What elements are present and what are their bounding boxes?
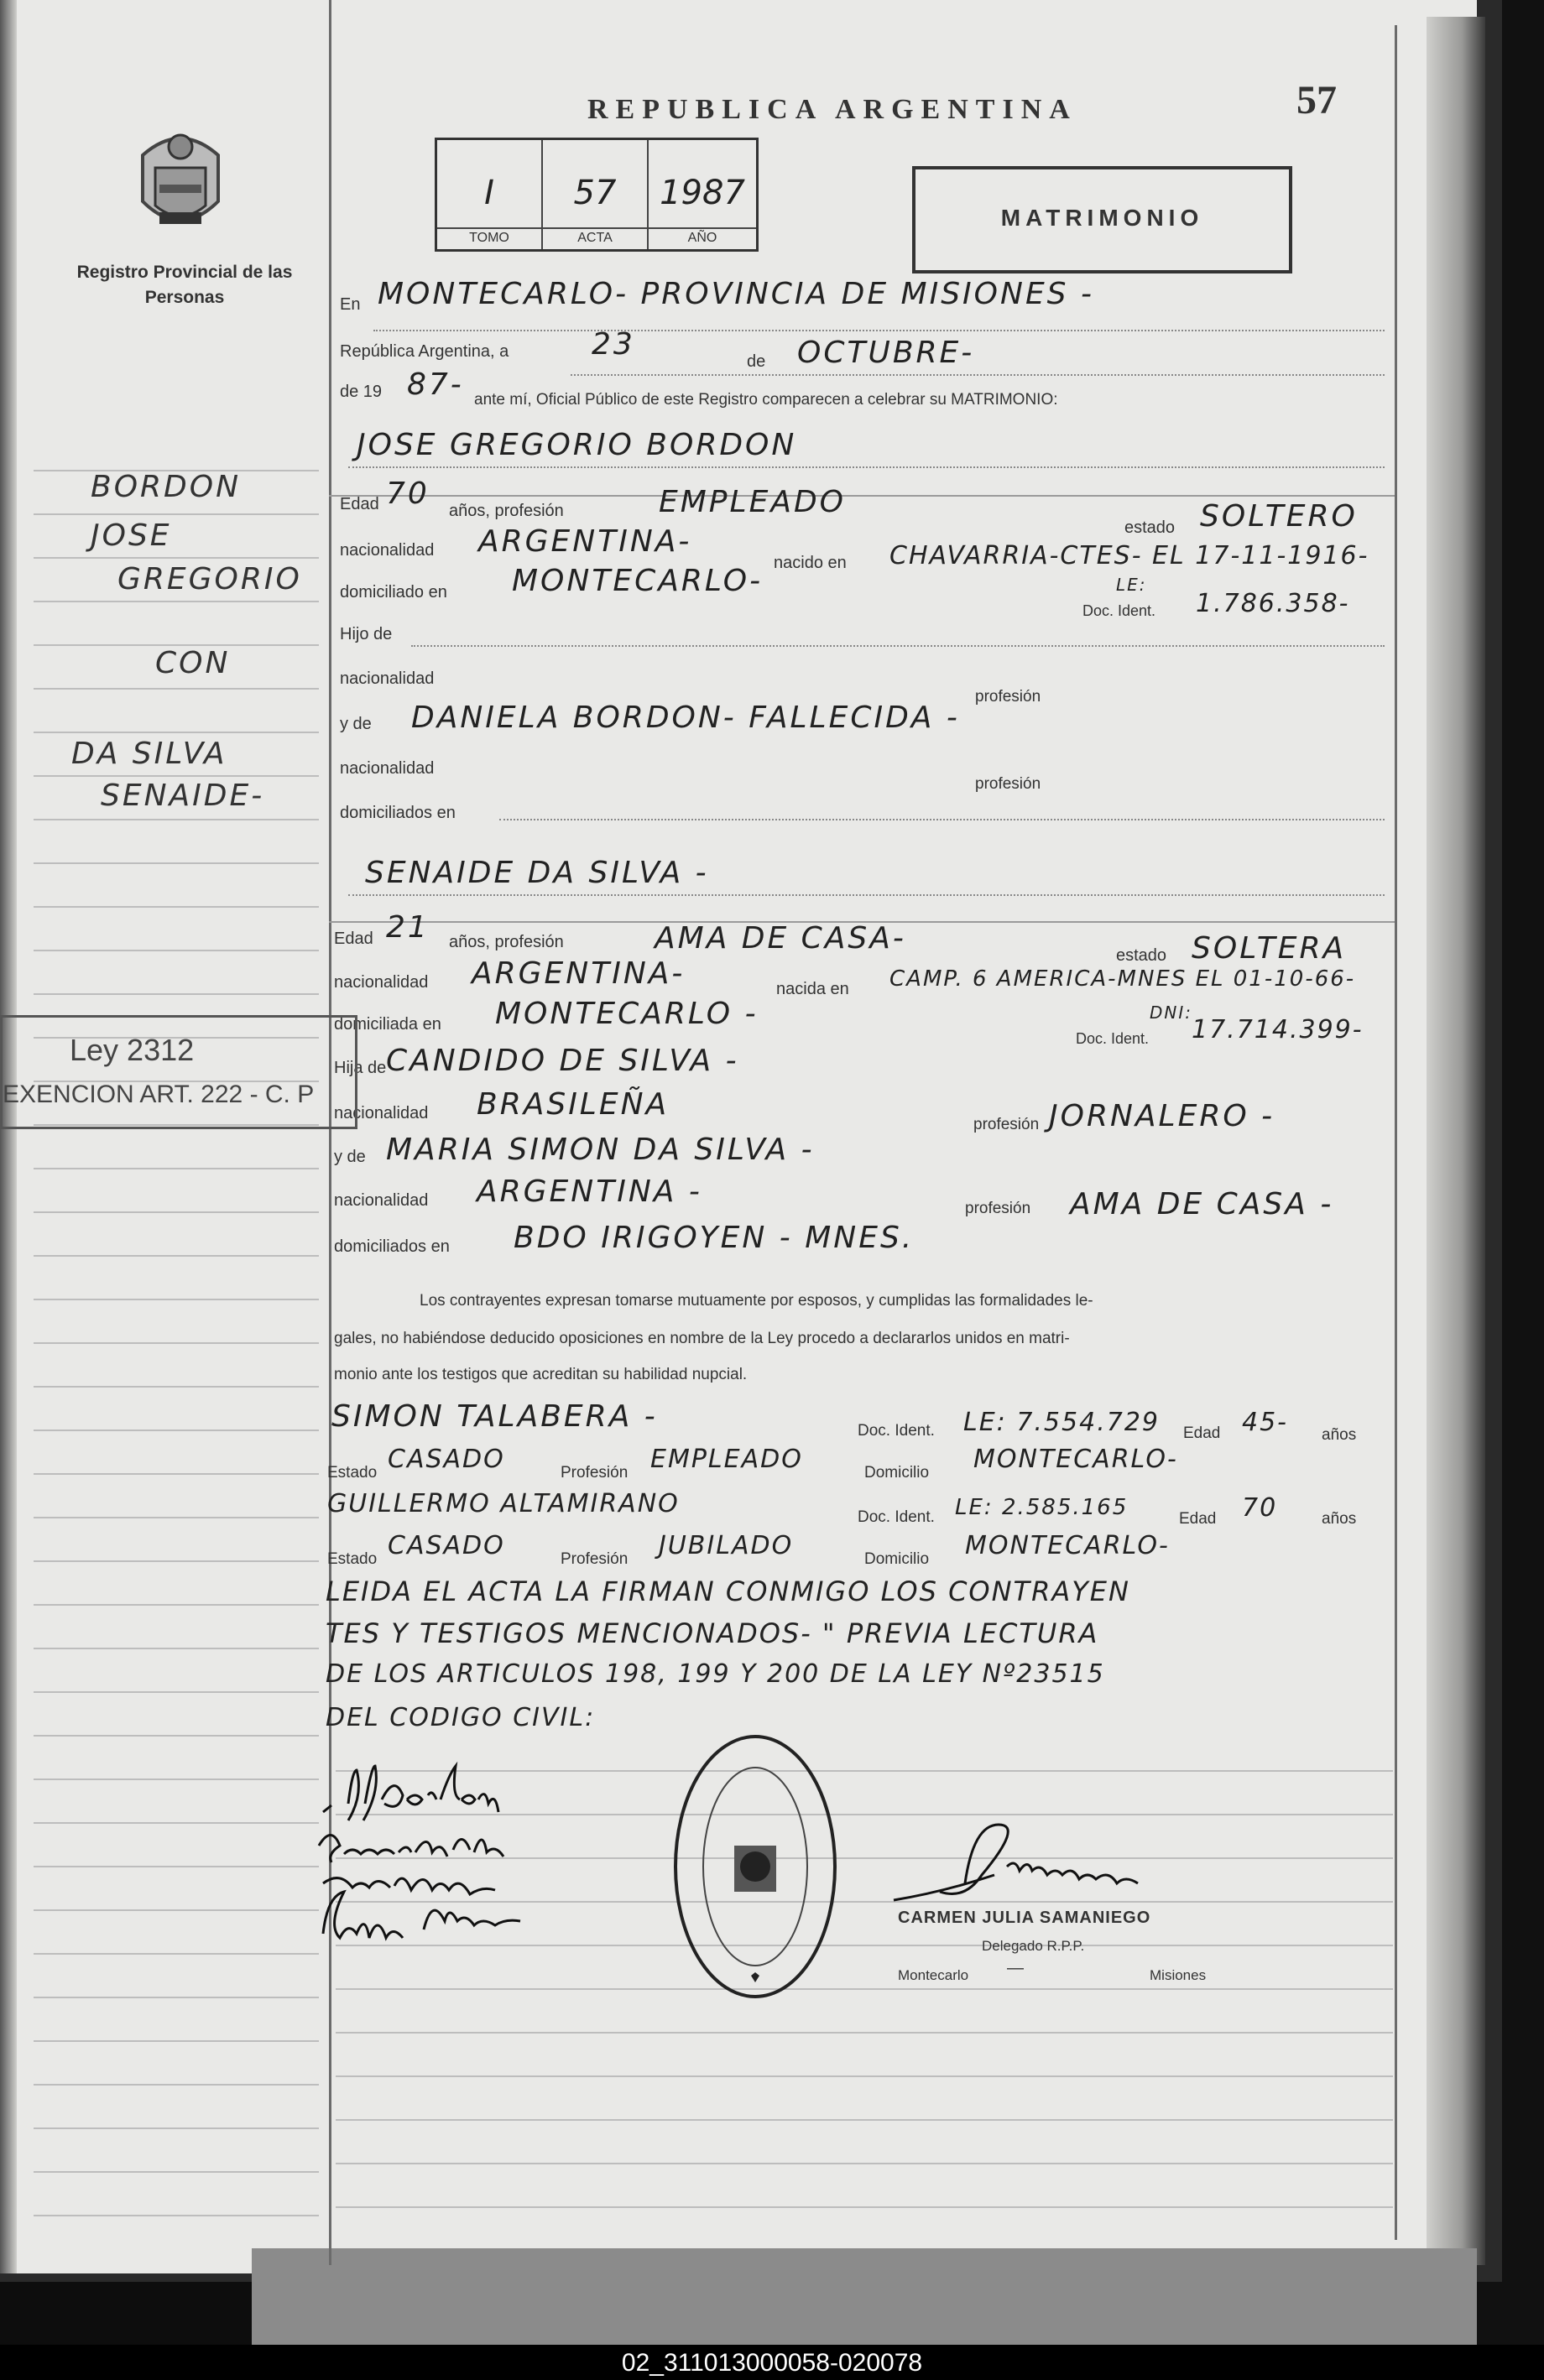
bride-edad: 21 bbox=[386, 910, 430, 945]
groom-nacido: CHAVARRIA-CTES- EL 17-11-1916- bbox=[889, 541, 1369, 570]
closing-line-2: TES Y TESTIGOS MENCIONADOS- " PREVIA LECTURA bbox=[326, 1617, 1099, 1649]
groom-nacionalidad2-label: nacionalidad bbox=[340, 669, 435, 688]
ano-value: 1987 bbox=[660, 174, 745, 212]
witness-1-profesion: EMPLEADO bbox=[650, 1445, 803, 1474]
groom-name: JOSE GREGORIO BORDON bbox=[357, 428, 797, 462]
margin-line-2: JOSE bbox=[91, 518, 172, 553]
ruled-line bbox=[336, 2206, 1393, 2208]
ruled-line bbox=[34, 2127, 319, 2129]
dotted-line bbox=[571, 373, 1385, 376]
bride-domicilio: MONTECARLO - bbox=[495, 997, 759, 1031]
witness-1-domicilio: MONTECARLO- bbox=[973, 1445, 1178, 1474]
ruled-line bbox=[336, 2032, 1393, 2034]
witness-2-name: GUILLERMO ALTAMIRANO bbox=[327, 1489, 680, 1518]
ruled-line bbox=[34, 1342, 319, 1344]
declaration-line-3: monio ante los testigos que acreditan su habilidad nupcial. bbox=[334, 1366, 748, 1383]
de19-label: de 19 bbox=[340, 383, 383, 401]
witness-2-domicilio-label: Domicilio bbox=[864, 1550, 930, 1568]
dotted-line bbox=[499, 818, 1385, 820]
witness-2-domicilio: MONTECARLO- bbox=[965, 1531, 1170, 1560]
groom-hijo-label: Hijo de bbox=[340, 625, 393, 643]
ruled-line bbox=[336, 2163, 1393, 2164]
acta-label: ACTA bbox=[543, 227, 647, 246]
bride-hija-label: Hija de bbox=[334, 1059, 387, 1077]
witness-2-profesion: JUBILADO bbox=[659, 1531, 794, 1560]
ruled-line bbox=[34, 1517, 319, 1518]
bride-profesion2-label: profesión bbox=[965, 1200, 1031, 1217]
ruled-line bbox=[34, 1211, 319, 1213]
groom-nacionalidad3-label: nacionalidad bbox=[340, 759, 435, 778]
ruled-line bbox=[34, 1386, 319, 1388]
witness-2-estado-label: Estado bbox=[327, 1550, 378, 1568]
book-binding bbox=[1427, 17, 1485, 2265]
dotted-line bbox=[348, 893, 1385, 896]
ruled-line bbox=[34, 862, 319, 864]
signatures-block bbox=[315, 1753, 634, 1980]
bride-edad-label: Edad bbox=[334, 930, 373, 948]
ante-text: ante mí, Oficial Público de este Registro comparecen a celebrar su MATRIMONIO: bbox=[474, 391, 1058, 409]
witness-1-edad-label: Edad bbox=[1183, 1424, 1221, 1442]
ruled-line bbox=[34, 950, 319, 951]
day-value: 23 bbox=[592, 327, 635, 362]
ruled-line bbox=[34, 1997, 319, 1998]
ruled-line bbox=[34, 2040, 319, 2042]
margin-line-5: DA SILVA bbox=[71, 737, 227, 771]
bride-domiciliados-label: domiciliados en bbox=[334, 1237, 450, 1256]
act-type-box bbox=[912, 166, 1292, 273]
closing-line-3: DE LOS ARTICULOS 198, 199 Y 200 DE LA LEY Nº23515 bbox=[326, 1659, 1105, 1689]
ruled-line bbox=[34, 906, 319, 908]
dotted-line bbox=[348, 466, 1385, 468]
bride-nacionalidad-label: nacionalidad bbox=[334, 973, 429, 992]
groom-anos-label: años, profesión bbox=[449, 502, 564, 520]
witness-1-edad: 45- bbox=[1242, 1408, 1288, 1437]
groom-doc-type: LE: bbox=[1116, 575, 1147, 595]
dotted-line bbox=[373, 329, 1385, 331]
groom-profesion-label: profesión bbox=[975, 688, 1041, 706]
act-type-label: MATRIMONIO bbox=[1000, 205, 1204, 231]
groom-domiciliados-label: domiciliados en bbox=[340, 804, 456, 822]
tomo-label: TOMO bbox=[437, 227, 541, 246]
republica-label: República Argentina, a bbox=[340, 342, 509, 361]
year-value: 87- bbox=[407, 367, 464, 402]
ruled-line bbox=[34, 993, 319, 995]
margin-line-6: SENAIDE- bbox=[101, 779, 265, 813]
place-separator: — bbox=[1007, 1959, 1024, 1977]
divider bbox=[329, 495, 1395, 497]
ruled-line bbox=[34, 1473, 319, 1475]
witness-1-profesion-label: Profesión bbox=[561, 1464, 629, 1482]
groom-nacionalidad: ARGENTINA- bbox=[478, 524, 692, 559]
declaration-line-2: gales, no habiéndose deducido oposiciones en nombre de la Ley procedo a declararlos unidos en matri- bbox=[334, 1330, 1070, 1347]
bride-doc-type: DNI: bbox=[1150, 1003, 1192, 1023]
bride-padre: CANDIDO DE SILVA - bbox=[386, 1044, 739, 1078]
groom-profesion2-label: profesión bbox=[975, 775, 1041, 793]
de-label: de bbox=[747, 352, 766, 371]
bride-madre-nacionalidad: ARGENTINA - bbox=[477, 1174, 702, 1209]
groom-domicilio: MONTECARLO- bbox=[512, 564, 764, 598]
groom-nacionalidad-label: nacionalidad bbox=[340, 541, 435, 560]
ruled-line bbox=[34, 1822, 319, 1824]
groom-edad: 70 bbox=[386, 477, 430, 511]
witness-2-edad-label: Edad bbox=[1179, 1510, 1217, 1528]
ruled-line bbox=[34, 1560, 319, 1562]
bride-nacionalidad: ARGENTINA- bbox=[472, 956, 686, 991]
ano-label: AÑO bbox=[649, 227, 756, 246]
ley-stamp-line-2: EXENCION ART. 222 - C. P bbox=[3, 1081, 315, 1108]
ruled-line bbox=[34, 1909, 319, 1911]
official-place-right: Misiones bbox=[1150, 1967, 1207, 1983]
groom-doc: 1.786.358- bbox=[1196, 589, 1350, 618]
witness-1-doc-label: Doc. Ident. bbox=[858, 1422, 935, 1440]
bride-madre-profesion: AMA DE CASA - bbox=[1070, 1187, 1334, 1221]
groom-domicilio-label: domiciliado en bbox=[340, 583, 447, 602]
month-value: OCTUBRE- bbox=[797, 336, 975, 370]
bride-doc-label: Doc. Ident. bbox=[1076, 1030, 1150, 1047]
ruled-line bbox=[34, 1255, 319, 1257]
margin-line-4: CON bbox=[155, 646, 231, 680]
bride-nacida-label: nacida en bbox=[776, 980, 849, 998]
bride-nacionalidad3-label: nacionalidad bbox=[334, 1191, 429, 1210]
ruled-line bbox=[34, 513, 319, 515]
ruled-line bbox=[336, 1988, 1393, 1990]
groom-yde-label: y de bbox=[340, 715, 372, 733]
official-title: Delegado R.P.P. bbox=[982, 1938, 1085, 1954]
bride-doc: 17.714.399- bbox=[1192, 1015, 1364, 1044]
page-number: 57 bbox=[1296, 78, 1337, 122]
ruled-line bbox=[34, 1735, 319, 1737]
country-title: REPUBLICA ARGENTINA bbox=[587, 94, 1077, 125]
ley-stamp-line-1: Ley 2312 bbox=[70, 1033, 195, 1067]
witness-2-anos-label: años bbox=[1322, 1510, 1357, 1528]
bride-profesion: AMA DE CASA- bbox=[655, 921, 906, 956]
ruled-line bbox=[34, 2215, 319, 2216]
witness-2-estado: CASADO bbox=[388, 1531, 505, 1560]
bride-domicilio-label: domiciliada en bbox=[334, 1015, 441, 1034]
bride-madre: MARIA SIMON DA SILVA - bbox=[386, 1133, 815, 1167]
ruled-line bbox=[34, 2084, 319, 2086]
place-value: MONTECARLO- PROVINCIA DE MISIONES - bbox=[378, 277, 1094, 311]
bride-name: SENAIDE DA SILVA - bbox=[365, 856, 709, 890]
bride-profesion-label: profesión bbox=[973, 1116, 1040, 1133]
groom-edad-label: Edad bbox=[340, 495, 379, 513]
witness-2-doc-label: Doc. Ident. bbox=[858, 1508, 935, 1526]
file-id: 02_311013000058-020078 bbox=[621, 2349, 923, 2377]
page-bottom-edge bbox=[252, 2248, 1477, 2349]
bride-padre-nacionalidad: BRASILEÑA bbox=[477, 1087, 670, 1122]
official-seal-icon bbox=[671, 1732, 839, 2001]
groom-estado-label: estado bbox=[1124, 518, 1176, 537]
groom-madre: DANIELA BORDON- FALLECIDA - bbox=[411, 700, 960, 735]
bride-estado: SOLTERA bbox=[1192, 931, 1347, 966]
ruled-line bbox=[34, 1866, 319, 1867]
declaration-line-1: Los contrayentes expresan tomarse mutuamente por esposos, y cumplidas las formalidades le- bbox=[420, 1292, 1093, 1310]
ruled-line bbox=[336, 2075, 1393, 2077]
closing-line-1: LEIDA EL ACTA LA FIRMAN CONMIGO LOS CONTRAYEN bbox=[326, 1575, 1130, 1607]
witness-2-profesion-label: Profesión bbox=[561, 1550, 629, 1568]
ruled-line bbox=[34, 1299, 319, 1300]
ruled-line bbox=[34, 557, 319, 559]
dotted-line bbox=[411, 644, 1385, 647]
ruled-line bbox=[34, 688, 319, 690]
page-edge bbox=[0, 0, 17, 2273]
ruled-line bbox=[34, 2171, 319, 2173]
witness-1-estado-label: Estado bbox=[327, 1464, 378, 1482]
groom-profesion: EMPLEADO bbox=[659, 485, 847, 519]
exemption-stamp bbox=[0, 1015, 357, 1129]
groom-estado: SOLTERO bbox=[1200, 499, 1358, 534]
acta-value: 57 bbox=[573, 174, 617, 212]
ruled-line bbox=[34, 601, 319, 602]
coat-of-arms-icon bbox=[126, 122, 235, 239]
bride-padre-profesion: JORNALERO - bbox=[1049, 1099, 1275, 1133]
ruled-line bbox=[34, 1648, 319, 1649]
bride-estado-label: estado bbox=[1116, 946, 1167, 965]
ruled-line bbox=[34, 1430, 319, 1431]
bride-nacida: CAMP. 6 AMERICA-MNES EL 01-10-66- bbox=[889, 966, 1356, 992]
ruled-line bbox=[34, 732, 319, 733]
witness-1-estado: CASADO bbox=[388, 1445, 505, 1474]
ruled-line bbox=[34, 1604, 319, 1606]
bride-nacionalidad2-label: nacionalidad bbox=[334, 1104, 429, 1122]
registry-label: Registro Provincial de las Personas bbox=[76, 263, 293, 307]
tomo-acta-ano-box bbox=[435, 138, 759, 252]
witness-1-domicilio-label: Domicilio bbox=[864, 1464, 930, 1482]
bride-domicilio-padres: BDO IRIGOYEN - MNES. bbox=[514, 1221, 915, 1255]
ruled-line bbox=[34, 1691, 319, 1693]
tomo-value: I bbox=[484, 174, 494, 212]
right-margin-line bbox=[1395, 25, 1397, 2240]
groom-doc-label: Doc. Ident. bbox=[1082, 602, 1156, 619]
bride-anos-label: años, profesión bbox=[449, 933, 564, 951]
official-signature bbox=[889, 1816, 1192, 1917]
witness-2-doc: LE: 2.585.165 bbox=[955, 1495, 1129, 1520]
ruled-line bbox=[34, 819, 319, 820]
ruled-line bbox=[336, 2119, 1393, 2121]
ruled-line bbox=[34, 1953, 319, 1955]
groom-nacido-label: nacido en bbox=[774, 554, 847, 572]
official-place-left: Montecarlo bbox=[898, 1967, 969, 1983]
margin-line-1: BORDON bbox=[91, 470, 242, 504]
ruled-line bbox=[34, 1778, 319, 1780]
ruled-line bbox=[34, 775, 319, 777]
witness-2-edad: 70 bbox=[1242, 1493, 1278, 1523]
ruled-line bbox=[34, 1168, 319, 1169]
witness-1-name: SIMON TALABERA - bbox=[331, 1399, 658, 1434]
official-name: CARMEN JULIA SAMANIEGO bbox=[898, 1909, 1151, 1927]
witness-1-anos-label: años bbox=[1322, 1426, 1357, 1444]
witness-1-doc: LE: 7.554.729 bbox=[963, 1408, 1160, 1437]
closing-line-4: DEL CODIGO CIVIL: bbox=[326, 1703, 596, 1732]
bride-yde-label: y de bbox=[334, 1148, 366, 1166]
en-label: En bbox=[340, 295, 361, 314]
margin-line-3: GREGORIO bbox=[117, 562, 302, 596]
